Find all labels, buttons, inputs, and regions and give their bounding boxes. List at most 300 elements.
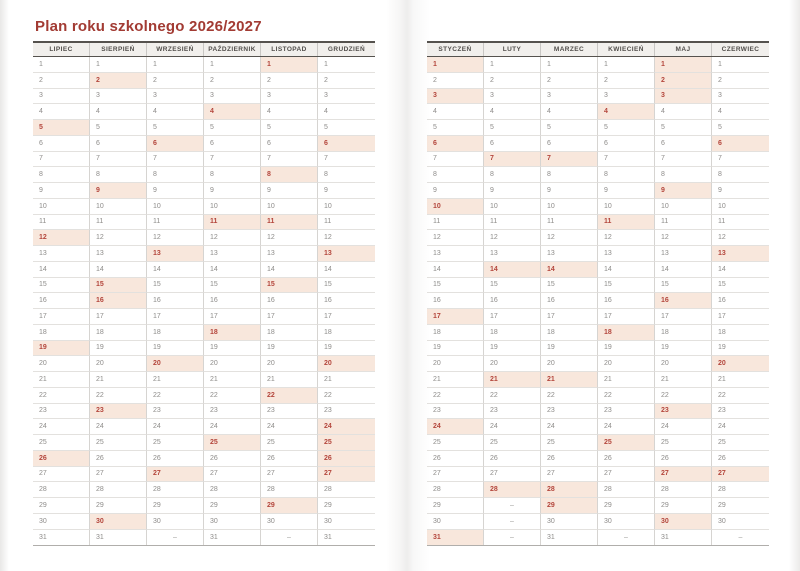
day-cell: 3	[484, 89, 541, 105]
day-cell: 12	[427, 230, 484, 246]
day-cell: 9	[204, 183, 261, 199]
day-grid	[33, 57, 375, 546]
day-cell: 18	[541, 325, 598, 341]
day-cell: 31	[324, 533, 332, 541]
month-header: GRUDZIEŃ	[327, 46, 366, 53]
day-cell: 26	[147, 451, 204, 467]
day-cell: 12	[541, 230, 598, 246]
day-cell: 13	[204, 246, 261, 262]
day-cell: 16	[655, 293, 712, 309]
day-cell: 14	[541, 262, 598, 278]
day-cell: 10	[427, 199, 484, 215]
day-cell: 14	[712, 262, 769, 278]
day-cell: 23	[33, 404, 90, 420]
day-cell: 2	[712, 73, 769, 89]
month-header: LUTY	[484, 43, 541, 56]
day-cell: 23	[318, 404, 375, 420]
day-cell: 24	[712, 419, 769, 435]
day-cell: 8	[712, 167, 769, 183]
day-cell: 15	[33, 278, 90, 294]
day-cell: 22	[712, 388, 769, 404]
left-edge-shadow	[0, 0, 9, 571]
day-cell: 11	[318, 215, 375, 231]
day-cell: 7	[712, 152, 769, 168]
day-cell: 22	[33, 388, 90, 404]
empty-day-cell: –	[261, 530, 318, 546]
day-cell: 31	[33, 530, 90, 546]
day-cell: 9	[541, 183, 598, 199]
day-cell: 17	[712, 309, 769, 325]
day-cell: 22	[598, 388, 655, 404]
day-cell: 19	[33, 341, 90, 357]
day-cell: 3	[427, 89, 484, 105]
day-cell: 18	[484, 325, 541, 341]
day-cell: 5	[33, 120, 90, 136]
day-cell: 19	[598, 341, 655, 357]
day-cell: 12	[318, 230, 375, 246]
day-cell: 1	[484, 57, 541, 73]
day-cell: 13	[598, 246, 655, 262]
day-cell: 4	[541, 104, 598, 120]
day-cell: 7	[90, 152, 147, 168]
day-cell: 8	[90, 167, 147, 183]
day-cell: 17	[90, 309, 147, 325]
day-cell: 29	[427, 498, 484, 514]
day-cell: 12	[90, 230, 147, 246]
day-cell: 18	[204, 325, 261, 341]
calendar-table-jan-jun	[427, 41, 769, 546]
day-cell: 5	[318, 120, 375, 136]
day-cell: 22	[427, 388, 484, 404]
day-cell: 24	[541, 419, 598, 435]
day-cell: 16	[33, 293, 90, 309]
day-cell: 13	[712, 246, 769, 262]
day-cell: 10	[484, 199, 541, 215]
day-cell: 4	[204, 104, 261, 120]
day-cell: 25	[33, 435, 90, 451]
day-cell: 12	[33, 230, 90, 246]
day-cell: 21	[484, 372, 541, 388]
day-cell: 13	[261, 246, 318, 262]
day-cell: 6	[541, 136, 598, 152]
day-cell: 16	[204, 293, 261, 309]
day-cell: 23	[90, 404, 147, 420]
day-cell: 26	[598, 451, 655, 467]
empty-day-cell: –	[484, 514, 541, 530]
day-cell: 12	[484, 230, 541, 246]
day-cell: 6	[427, 136, 484, 152]
day-cell: 19	[484, 341, 541, 357]
month-header: LIPIEC	[33, 43, 90, 56]
day-cell: 5	[541, 120, 598, 136]
day-cell: 3	[318, 89, 375, 105]
day-cell: 11	[598, 215, 655, 231]
empty-day-cell: –	[484, 530, 541, 546]
day-cell: 29	[33, 498, 90, 514]
day-cell: 23	[541, 404, 598, 420]
day-cell: 6	[712, 136, 769, 152]
day-cell: 1	[204, 57, 261, 73]
day-cell: 29	[541, 498, 598, 514]
day-cell: 27	[541, 467, 598, 483]
empty-day-cell: –	[738, 533, 743, 541]
day-cell: 3	[598, 89, 655, 105]
day-cell: 15	[598, 278, 655, 294]
day-cell: 10	[261, 199, 318, 215]
day-cell: 21	[204, 372, 261, 388]
day-cell: 27	[712, 467, 769, 483]
day-cell: 16	[541, 293, 598, 309]
day-cell: 10	[33, 199, 90, 215]
day-cell: 2	[33, 73, 90, 89]
day-cell: 15	[147, 278, 204, 294]
month-header: STYCZEŃ	[427, 43, 484, 56]
book-gutter-shadow	[386, 0, 430, 571]
page-title: Plan roku szkolnego 2026/2027	[35, 18, 262, 35]
day-cell: 13	[541, 246, 598, 262]
day-cell: 19	[147, 341, 204, 357]
day-cell: 30	[90, 514, 147, 530]
day-cell: 14	[598, 262, 655, 278]
day-cell: 30	[655, 514, 712, 530]
day-cell: 15	[261, 278, 318, 294]
day-cell: 29	[204, 498, 261, 514]
day-cell: 14	[427, 262, 484, 278]
day-cell: 11	[484, 215, 541, 231]
day-cell: 5	[598, 120, 655, 136]
month-header: MAJ	[655, 43, 712, 56]
day-cell: 4	[427, 104, 484, 120]
day-cell: 8	[204, 167, 261, 183]
day-cell: 11	[147, 215, 204, 231]
day-cell: 13	[318, 246, 375, 262]
day-cell: 8	[147, 167, 204, 183]
day-cell: 5	[90, 120, 147, 136]
day-cell: 20	[598, 356, 655, 372]
day-cell: 14	[655, 262, 712, 278]
day-cell: 28	[598, 482, 655, 498]
day-cell: 5	[261, 120, 318, 136]
day-cell: 25	[712, 435, 769, 451]
day-cell: 28	[90, 482, 147, 498]
day-cell: 30	[33, 514, 90, 530]
day-cell: 14	[90, 262, 147, 278]
day-cell: 3	[33, 89, 90, 105]
day-cell: 25	[204, 435, 261, 451]
empty-day-cell: –	[598, 530, 655, 546]
day-cell: 9	[598, 183, 655, 199]
day-cell: 8	[655, 167, 712, 183]
day-cell: 25	[598, 435, 655, 451]
day-cell: 2	[427, 73, 484, 89]
day-cell: 9	[90, 183, 147, 199]
day-cell: 6	[147, 136, 204, 152]
day-cell: 5	[712, 120, 769, 136]
day-cell: 25	[90, 435, 147, 451]
day-cell: 28	[712, 482, 769, 498]
day-cell: 26	[427, 451, 484, 467]
day-cell: 14	[484, 262, 541, 278]
day-cell: 20	[712, 356, 769, 372]
day-cell: 26	[541, 451, 598, 467]
day-cell: 16	[484, 293, 541, 309]
day-cell: 6	[484, 136, 541, 152]
day-cell: 1	[318, 57, 375, 73]
day-cell: 30	[318, 514, 375, 530]
day-cell: 3	[90, 89, 147, 105]
day-cell: 1	[33, 57, 90, 73]
day-cell: 20	[261, 356, 318, 372]
day-cell: 30	[598, 514, 655, 530]
day-cell: 31	[655, 530, 712, 546]
day-cell: 4	[318, 104, 375, 120]
day-cell: 17	[261, 309, 318, 325]
day-cell: 26	[204, 451, 261, 467]
day-cell: 11	[712, 215, 769, 231]
day-cell: 28	[33, 482, 90, 498]
day-cell: 22	[318, 388, 375, 404]
day-cell: 24	[318, 419, 375, 435]
day-cell: 19	[655, 341, 712, 357]
day-cell: 21	[541, 372, 598, 388]
day-cell: 11	[33, 215, 90, 231]
day-cell: 4	[33, 104, 90, 120]
day-cell: 8	[541, 167, 598, 183]
day-cell: 2	[147, 73, 204, 89]
day-cell: 17	[427, 309, 484, 325]
day-cell: 10	[318, 199, 375, 215]
day-cell: 24	[655, 419, 712, 435]
day-cell: 19	[90, 341, 147, 357]
day-cell: 22	[90, 388, 147, 404]
day-cell: 10	[204, 199, 261, 215]
day-cell: 28	[147, 482, 204, 498]
day-cell: 6	[655, 136, 712, 152]
day-cell: 13	[33, 246, 90, 262]
day-cell: 27	[90, 467, 147, 483]
day-cell: 17	[598, 309, 655, 325]
day-cell: 28	[484, 482, 541, 498]
day-cell: 26	[655, 451, 712, 467]
day-cell: 3	[655, 89, 712, 105]
day-cell: 27	[655, 467, 712, 483]
day-cell: 16	[147, 293, 204, 309]
day-cell: 1	[655, 57, 712, 73]
day-cell: 10	[147, 199, 204, 215]
day-cell: 25	[147, 435, 204, 451]
day-cell: 3	[541, 89, 598, 105]
day-cell: 25	[427, 435, 484, 451]
month-header-row	[33, 43, 375, 57]
day-cell: 19	[261, 341, 318, 357]
day-cell: 29	[90, 498, 147, 514]
day-cell: 12	[204, 230, 261, 246]
day-cell: 23	[427, 404, 484, 420]
day-cell: 2	[204, 73, 261, 89]
day-cell: 14	[147, 262, 204, 278]
day-cell: 23	[484, 404, 541, 420]
day-cell: 10	[598, 199, 655, 215]
day-cell: 24	[261, 419, 318, 435]
day-cell: 22	[261, 388, 318, 404]
day-cell: 2	[655, 73, 712, 89]
day-cell: 31	[90, 530, 147, 546]
day-cell: 4	[712, 104, 769, 120]
day-cell: 24	[204, 419, 261, 435]
day-cell: 17	[318, 309, 375, 325]
day-cell: 18	[427, 325, 484, 341]
day-cell: 6	[90, 136, 147, 152]
day-cell: 22	[484, 388, 541, 404]
day-cell: 21	[598, 372, 655, 388]
day-cell: 9	[261, 183, 318, 199]
day-cell: 5	[655, 120, 712, 136]
day-cell: 21	[712, 372, 769, 388]
day-cell: 4	[655, 104, 712, 120]
day-cell: 12	[655, 230, 712, 246]
day-cell: 2	[484, 73, 541, 89]
day-cell: 29	[147, 498, 204, 514]
day-cell: 21	[147, 372, 204, 388]
day-cell: 8	[427, 167, 484, 183]
day-cell: 2	[598, 73, 655, 89]
day-cell: 11	[261, 215, 318, 231]
day-cell: 16	[712, 293, 769, 309]
day-cell: 23	[712, 404, 769, 420]
day-cell: 30	[204, 514, 261, 530]
day-cell: 1	[261, 57, 318, 73]
day-cell: 11	[541, 215, 598, 231]
day-cell: 4	[598, 104, 655, 120]
day-cell: 23	[204, 404, 261, 420]
day-cell: 16	[427, 293, 484, 309]
day-cell: 27	[147, 467, 204, 483]
day-cell: 27	[261, 467, 318, 483]
day-cell: 24	[33, 419, 90, 435]
day-cell: 28	[318, 482, 375, 498]
day-cell: 5	[147, 120, 204, 136]
day-cell: 24	[484, 419, 541, 435]
day-cell: 19	[318, 341, 375, 357]
day-cell: 6	[204, 136, 261, 152]
day-cell: 3	[261, 89, 318, 105]
day-cell: 18	[90, 325, 147, 341]
day-cell: 27	[598, 467, 655, 483]
day-cell: 30	[261, 514, 318, 530]
day-cell: 25	[541, 435, 598, 451]
day-cell: 10	[712, 199, 769, 215]
day-cell: 17	[147, 309, 204, 325]
day-cell: 9	[33, 183, 90, 199]
day-cell: 22	[204, 388, 261, 404]
day-cell: 4	[147, 104, 204, 120]
day-cell: 20	[427, 356, 484, 372]
day-cell: 18	[712, 325, 769, 341]
day-cell: 7	[484, 152, 541, 168]
day-cell: 20	[33, 356, 90, 372]
day-cell: 18	[33, 325, 90, 341]
day-cell: 28	[261, 482, 318, 498]
day-cell: 7	[541, 152, 598, 168]
day-cell: 20	[655, 356, 712, 372]
day-cell: 15	[712, 278, 769, 294]
day-cell: 12	[712, 230, 769, 246]
day-cell: 1	[541, 57, 598, 73]
day-cell: 28	[655, 482, 712, 498]
day-cell: 9	[484, 183, 541, 199]
right-edge-shadow	[789, 0, 800, 571]
day-cell: 12	[147, 230, 204, 246]
day-cell: 29	[655, 498, 712, 514]
day-cell: 9	[147, 183, 204, 199]
day-cell: 2	[541, 73, 598, 89]
day-cell: 20	[147, 356, 204, 372]
month-header: PAŹDZIERNIK	[204, 43, 261, 56]
day-cell: 2	[261, 73, 318, 89]
day-cell: 23	[655, 404, 712, 420]
day-cell: 7	[147, 152, 204, 168]
day-cell: 5	[484, 120, 541, 136]
day-cell: 25	[655, 435, 712, 451]
day-cell: 29	[712, 498, 769, 514]
day-cell: 16	[261, 293, 318, 309]
day-cell: 16	[90, 293, 147, 309]
day-cell: 15	[318, 278, 375, 294]
day-cell: 7	[204, 152, 261, 168]
day-cell: 19	[541, 341, 598, 357]
month-header: WRZESIEŃ	[147, 43, 204, 56]
day-cell: 26	[712, 451, 769, 467]
day-cell: 30	[147, 514, 204, 530]
day-cell: 10	[90, 199, 147, 215]
month-header: MARZEC	[541, 43, 598, 56]
day-cell: 20	[484, 356, 541, 372]
day-cell: 3	[712, 89, 769, 105]
day-cell: 6	[318, 136, 375, 152]
day-cell: 17	[655, 309, 712, 325]
day-cell: 20	[90, 356, 147, 372]
day-cell: 20	[204, 356, 261, 372]
day-cell: 18	[147, 325, 204, 341]
day-cell: 11	[204, 215, 261, 231]
month-header: LISTOPAD	[261, 43, 318, 56]
day-cell: 19	[427, 341, 484, 357]
day-cell: 19	[204, 341, 261, 357]
day-cell: 23	[261, 404, 318, 420]
day-cell: 27	[204, 467, 261, 483]
day-cell: 28	[204, 482, 261, 498]
day-cell: 1	[712, 57, 769, 73]
day-cell: 13	[427, 246, 484, 262]
day-cell: 1	[90, 57, 147, 73]
day-cell: 13	[655, 246, 712, 262]
day-cell: 4	[261, 104, 318, 120]
day-cell: 9	[318, 183, 375, 199]
day-cell: 6	[261, 136, 318, 152]
month-header: KWIECIEŃ	[598, 43, 655, 56]
day-cell: 14	[33, 262, 90, 278]
month-header: SIERPIEŃ	[90, 43, 147, 56]
day-cell: 18	[318, 325, 375, 341]
month-header: CZERWIEC	[721, 46, 760, 53]
day-cell: 25	[261, 435, 318, 451]
day-cell: 21	[318, 372, 375, 388]
day-cell: 21	[90, 372, 147, 388]
day-cell: 24	[90, 419, 147, 435]
day-cell: 31	[541, 530, 598, 546]
day-cell: 2	[318, 73, 375, 89]
day-cell: 17	[541, 309, 598, 325]
